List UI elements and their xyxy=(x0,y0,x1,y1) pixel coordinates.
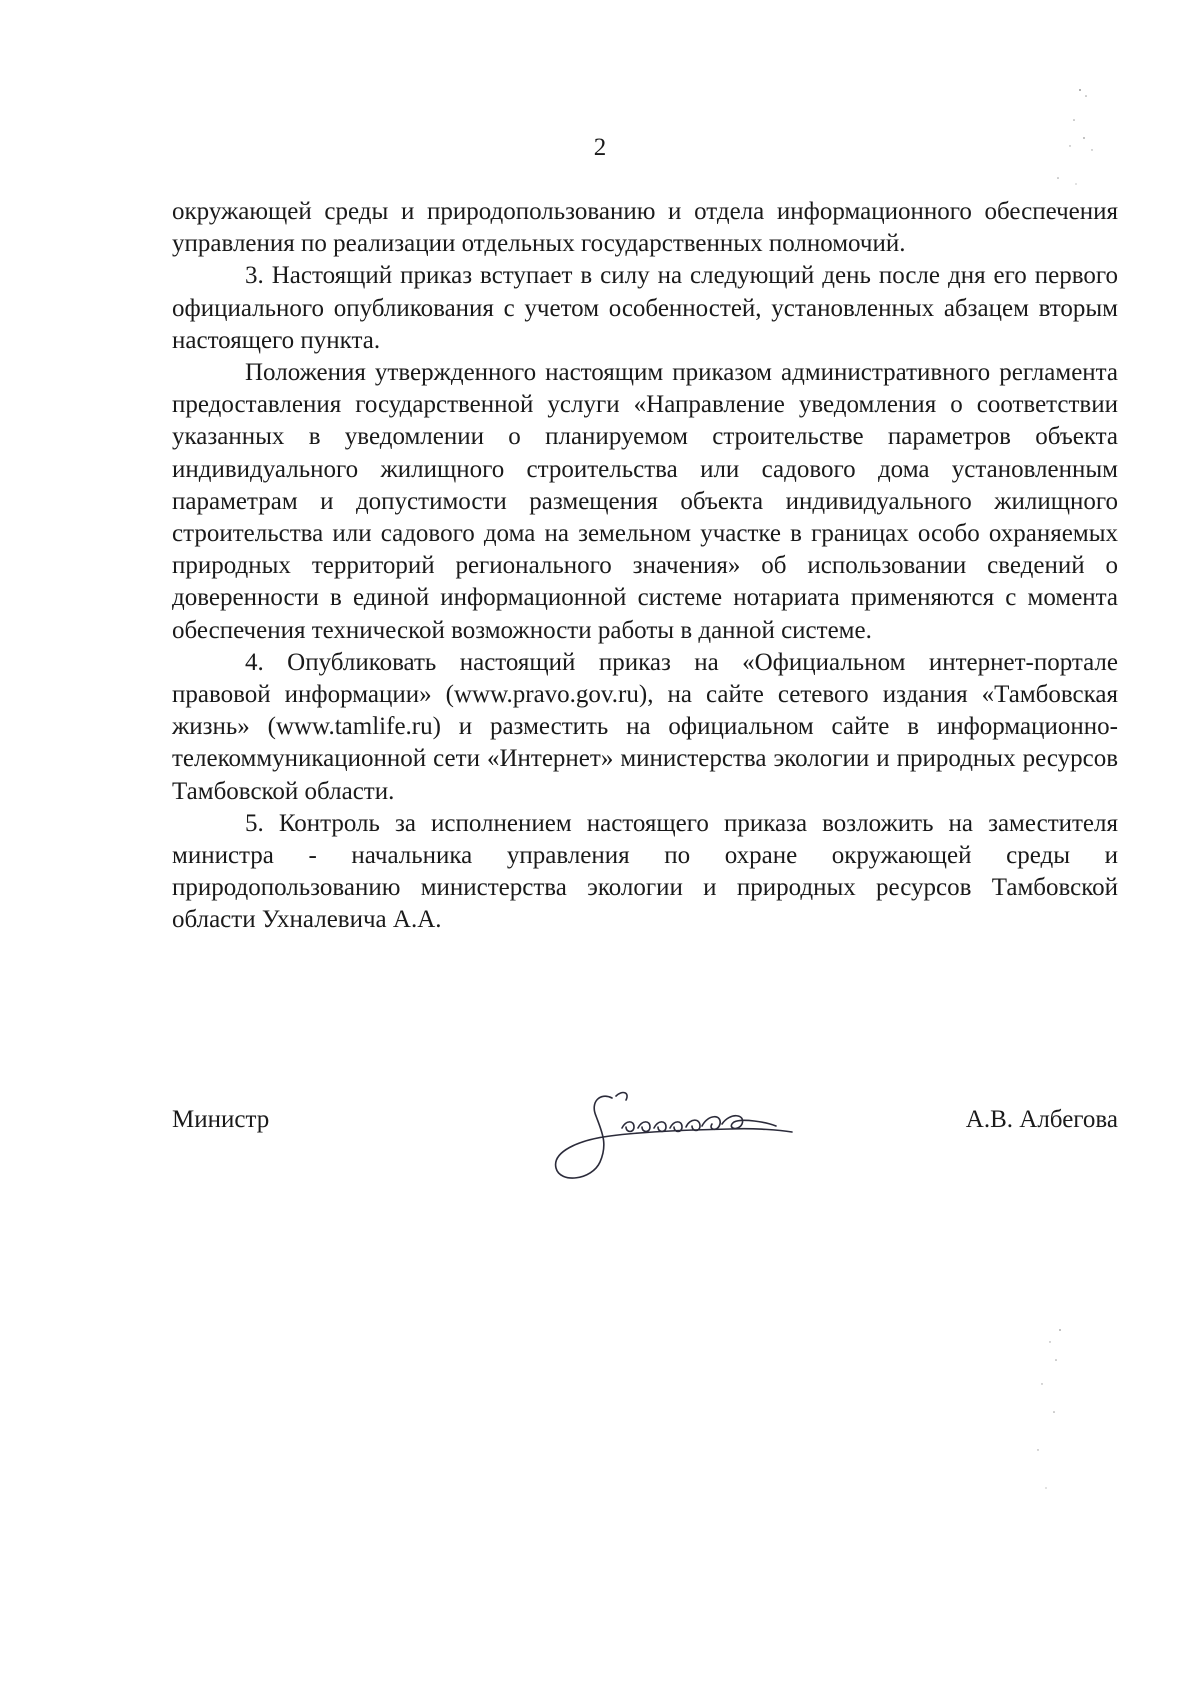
handwritten-signature-icon xyxy=(530,1080,800,1190)
signatory-position: Министр xyxy=(172,1106,270,1133)
signature-block xyxy=(172,1092,1118,1212)
document-body xyxy=(172,196,1118,937)
page-number: 2 xyxy=(593,134,607,161)
paragraph-provisions: Положения утвержденного настоящим приказом административного регламента предоставления государственной услуги «Направление уведомления о соответствии указанных в уведомлении о планируемом строительстве параметров объекта индивидуального жилищного строительства или садового дома установленным параметрам и допустимости размещения объекта индивидуального жилищного строительства или садового дома на земельном участке в границах особо охраняемых природных территорий регионального значения» об использовании сведений о доверенности в единой информационной системе нотариата применяются с момента обеспечения технической возможности работы в данной системе. xyxy=(172,359,1118,644)
paragraph-continuation: окружающей среды и природопользованию и отдела информационного обеспечения управления по реализации отдельных государственных полномочий. xyxy=(172,198,1118,258)
paragraph-item-5: 5. Контроль за исполнением настоящего приказа возложить на заместителя министра - начальника управления по охране окружающей среды и природопользованию министерства экологии и природных ресурсов Тамбовской области Ухналевича А.А. xyxy=(172,809,1118,934)
signatory-name: А.В. Албегова xyxy=(965,1106,1118,1133)
paragraph-item-4: 4. Опубликовать настоящий приказ на «Официальном интернет-портале правовой информации» (www.pravo.gov.ru), на сайте сетевого издания «Тамбовская жизнь» (www.tamlife.ru) и разместить на официальном сайте в информационно-телекоммуникационной сети «Интернет» министерства экологии и природных ресурсов Тамбовской области. xyxy=(172,648,1118,805)
scan-noise-icon xyxy=(1020,1320,1080,1540)
paragraph-item-3: 3. Настоящий приказ вступает в силу на следующий день после дня его первого официального опубликования с учетом особенностей, установленных абзацем вторым настоящего пункта. xyxy=(172,262,1118,354)
